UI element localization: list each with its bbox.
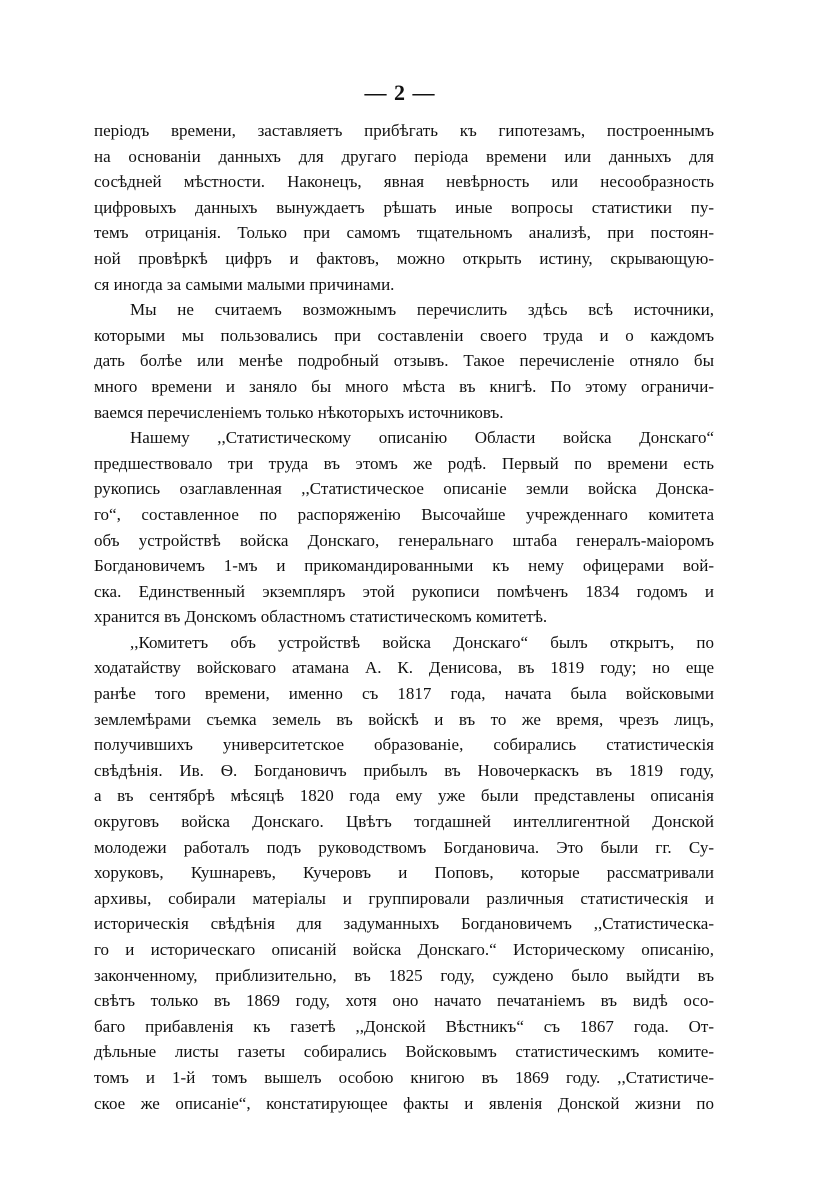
text-line: баго прибавленія къ газетѣ ,,Донской Вѣстникъ“ съ 1867 года. От- xyxy=(94,1016,714,1036)
text-line: рукопись озаглавленная ,,Статистическое описаніе земли войска Донска- xyxy=(94,479,714,499)
text-line: получившихъ университетское образованіе, собирались статистическія xyxy=(94,735,714,755)
text-line: періодъ времени, заставляетъ прибѣгать къ гипотезамъ, построеннымъ xyxy=(94,121,714,140)
text-line: ское же описаніе“, констатирующее факты и явленія Донской жизни по xyxy=(94,1093,714,1113)
text-line: Богдановичемъ 1-мъ и прикомандированными къ нему офицерами вой- xyxy=(94,556,714,576)
page-number: — 2 — xyxy=(364,80,436,105)
body-text xyxy=(94,118,714,1116)
text-line: свѣтъ только въ 1869 году, хотя оно начато печатаніемъ въ видѣ осо- xyxy=(94,991,714,1011)
text-line: хранится въ Донскомъ областномъ статистическомъ комитетѣ. xyxy=(94,607,548,627)
text-line: а въ сентябрѣ мѣсяцѣ 1820 года ему уже были представлены описанія xyxy=(94,786,714,806)
text-line: сосѣдней мѣстности. Наконецъ, явная невѣрность или несообразность xyxy=(94,172,714,192)
text-line: темъ отрицанія. Только при самомъ тщательномъ анализѣ, при постоян- xyxy=(94,223,714,243)
text-line: го“, составленное по распоряженію Высочайше учрежденнаго комитета xyxy=(94,504,714,524)
text-line: го и историческаго описаній войска Донскаго.“ Историческому описанію, xyxy=(94,940,714,959)
text-line: томъ и 1-й томъ вышелъ особою книгою въ 1869 году. ,,Статистиче- xyxy=(94,1067,714,1087)
text-line: Нашему ,,Статистическому описанію Области войска Донскаго“ xyxy=(130,428,714,448)
text-line: цифровыхъ данныхъ вынуждаетъ рѣшать иные вопросы статистики пу- xyxy=(94,197,714,217)
text-line: молодежи работалъ подъ руководствомъ Богдановича. Это были гг. Су- xyxy=(94,837,714,857)
text-line: предшествовало три труда въ этомъ же родѣ. Первый по времени есть xyxy=(94,453,714,473)
text-line: свѣдѣнія. Ив. Ѳ. Богдановичъ прибылъ въ Новочеркаскъ въ 1819 году, xyxy=(94,760,714,780)
text-line: дѣльные листы газеты собирались Войсковымъ статистическимъ комите- xyxy=(94,1042,714,1062)
text-line: историческія свѣдѣнія для задуманныхъ Богдановичемъ ,,Статистическа- xyxy=(94,914,714,934)
text-line: объ устройствѣ войска Донскаго, генеральнаго штаба генералъ-маіоромъ xyxy=(94,530,714,550)
text-line: ходатайству войсковаго атамана А. К. Денисова, въ 1819 году; но еще xyxy=(94,658,714,678)
text-line: дать болѣе или менѣе подробный отзывъ. Такое перечисленіе отняло бы xyxy=(94,351,714,371)
text-line: архивы, собирали матеріалы и группировали различныя статистическія и xyxy=(94,888,714,908)
text-line: Мы не считаемъ возможнымъ перечислить здѣсь всѣ источники, xyxy=(130,300,714,320)
text-line: ной провѣркѣ цифръ и фактовъ, можно открыть истину, скрывающую- xyxy=(94,248,714,268)
text-line: ска. Единственный экземпляръ этой рукописи помѣченъ 1834 годомъ и xyxy=(94,581,714,601)
text-line: ранѣе того времени, именно съ 1817 года, начата была войсковыми xyxy=(94,684,714,704)
text-line: хоруковъ, Кушнаревъ, Кучеровъ и Поповъ, которые рассматривали xyxy=(94,863,714,883)
text-line: ся иногда за самыми малыми причинами. xyxy=(94,274,395,294)
text-line: на основаніи данныхъ для другаго періода времени или данныхъ для xyxy=(94,146,714,166)
text-line: ваемся перечисленіемъ только нѣкоторыхъ источниковъ. xyxy=(94,402,504,422)
text-line: землемѣрами съемка земель въ войскѣ и въ то же время, чрезъ лицъ, xyxy=(94,709,714,729)
text-line: ,,Комитетъ объ устройствѣ войска Донскаго“ былъ открытъ, по xyxy=(130,632,714,652)
text-line: много времени и заняло бы много мѣста въ книгѣ. По этому ограничи- xyxy=(94,376,714,396)
text-line: законченному, приблизительно, въ 1825 году, суждено было выйдти въ xyxy=(94,965,714,985)
text-line: округовъ войска Донскаго. Цвѣтъ тогдашней интеллигентной Донской xyxy=(94,812,714,832)
text-line: которыми мы пользовались при составленіи своего труда и о каждомъ xyxy=(94,325,714,345)
